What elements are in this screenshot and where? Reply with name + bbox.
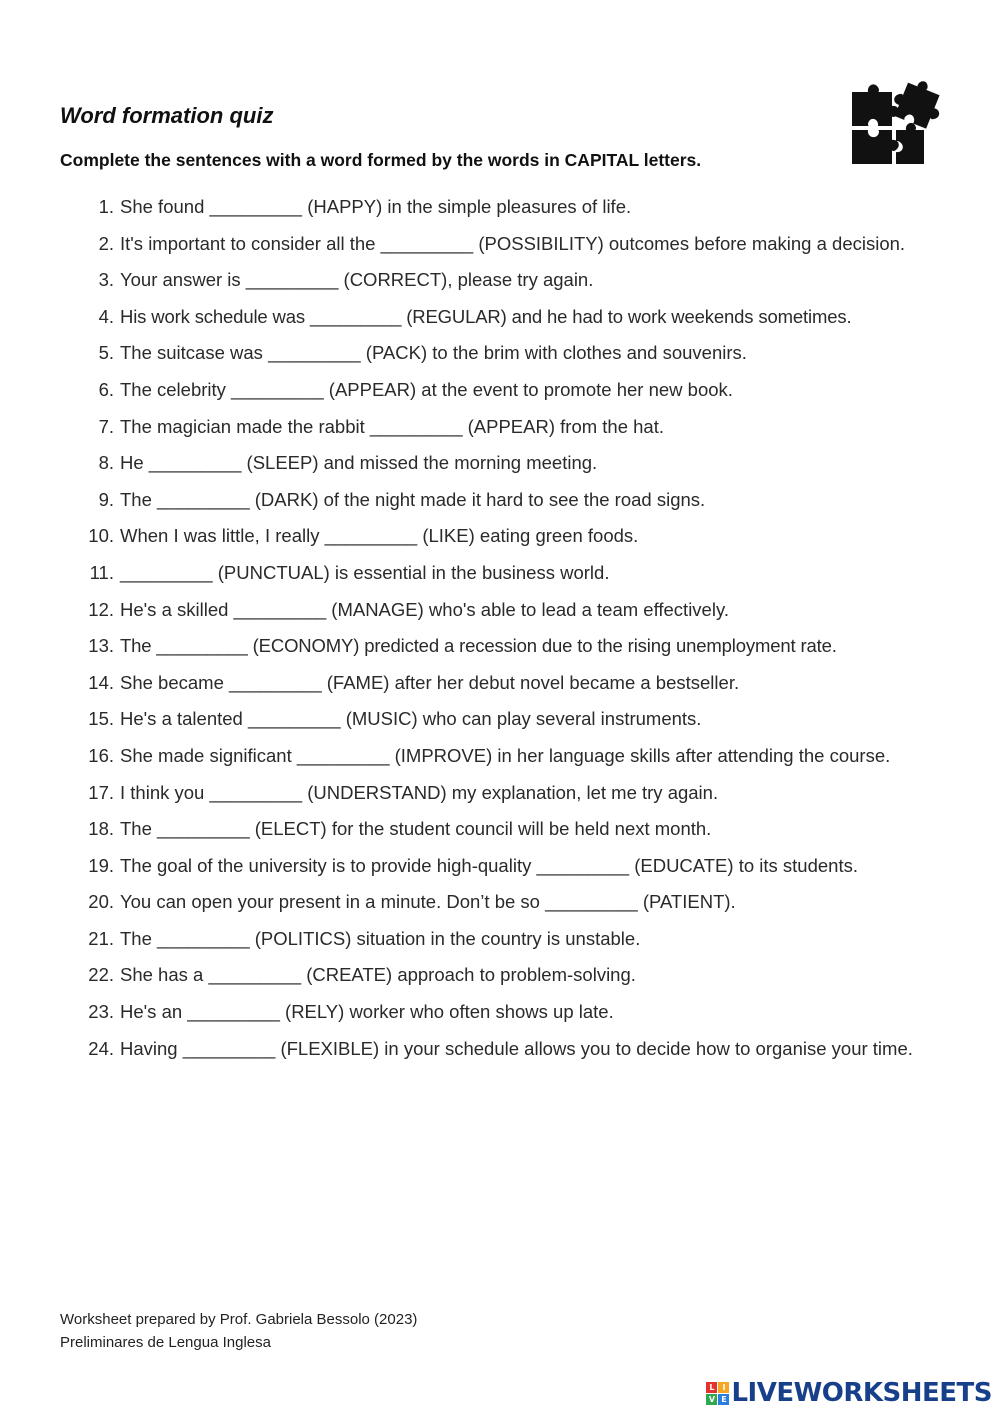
question-item xyxy=(0,848,1000,885)
question-text: The _________ (ELECT) for the student council will be held next month. xyxy=(120,818,712,840)
question-text: Having _________ (FLEXIBLE) in your schedule allows you to decide how to organise your time. xyxy=(120,1037,913,1059)
question-item xyxy=(0,335,1000,372)
question-text: He's a skilled _________ (MANAGE) who's able to lead a team effectively. xyxy=(120,598,729,620)
question-item xyxy=(0,482,1000,519)
question-text: I think you _________ (UNDERSTAND) my explanation, let me try again. xyxy=(120,781,719,803)
question-item xyxy=(0,592,1000,629)
brand-mark-letter: I xyxy=(718,1382,729,1393)
question-text: She found _________ (HAPPY) in the simple pleasures of life. xyxy=(120,196,632,217)
page-title: Word formation quiz xyxy=(60,103,274,128)
question-number: 11. xyxy=(89,561,114,583)
question-item xyxy=(0,957,1000,994)
question-text: He _________ (SLEEP) and missed the morning meeting. xyxy=(120,452,598,474)
footer xyxy=(60,1308,417,1354)
question-text: Your answer is _________ (CORRECT), please try again. xyxy=(120,269,594,291)
question-item xyxy=(0,628,1000,665)
question-number: 8. xyxy=(98,452,114,474)
question-item xyxy=(0,1031,1000,1068)
footer-course: Preliminares de Lengua Inglesa xyxy=(60,1334,271,1351)
question-number: 13. xyxy=(88,635,114,657)
footer-credit: Worksheet prepared by Prof. Gabriela Bessolo (2023) xyxy=(60,1311,418,1328)
question-number: 16. xyxy=(88,744,114,766)
question-item xyxy=(0,262,1000,299)
question-text: The _________ (ECONOMY) predicted a recession due to the rising unemployment rate. xyxy=(120,635,837,657)
question-number: 18. xyxy=(88,818,114,840)
question-item xyxy=(0,775,1000,812)
question-item xyxy=(0,994,1000,1031)
question-number: 23. xyxy=(88,1001,114,1023)
question-text: She made significant _________ (IMPROVE) in her language skills after attending the course. xyxy=(120,744,891,766)
question-text: His work schedule was _________ (REGULAR) and he had to work weekends sometimes. xyxy=(120,305,852,327)
puzzle-icon xyxy=(848,76,942,166)
question-number: 7. xyxy=(98,415,114,437)
question-item xyxy=(0,299,1000,336)
question-item xyxy=(0,189,1000,226)
question-item xyxy=(0,372,1000,409)
question-text: When I was little, I really _________ (LIKE) eating green foods. xyxy=(120,525,639,547)
question-text: He's a talented _________ (MUSIC) who can play several instruments. xyxy=(120,708,702,730)
question-number: 20. xyxy=(88,891,114,913)
question-text: The goal of the university is to provide high-quality _________ (EDUCATE) to its students. xyxy=(120,854,858,876)
question-item xyxy=(0,884,1000,921)
question-number: 15. xyxy=(88,708,114,730)
question-text: The suitcase was _________ (PACK) to the brim with clothes and souvenirs. xyxy=(120,342,747,364)
question-number: 17. xyxy=(88,781,114,803)
question-text: The _________ (DARK) of the night made it hard to see the road signs. xyxy=(120,488,706,510)
question-number: 10. xyxy=(88,525,114,547)
question-number: 5. xyxy=(98,342,114,364)
brand-name: LIVEWORKSHEETS xyxy=(731,1378,992,1408)
question-number: 19. xyxy=(88,854,114,876)
question-text: _________ (PUNCTUAL) is essential in the business world. xyxy=(120,561,610,583)
question-number: 1. xyxy=(98,196,114,217)
brand-mark-letter: V xyxy=(706,1394,717,1405)
question-text: The magician made the rabbit _________ (APPEAR) from the hat. xyxy=(120,415,664,437)
question-item xyxy=(0,738,1000,775)
question-text: She became _________ (FAME) after her debut novel became a bestseller. xyxy=(120,671,740,693)
question-item xyxy=(0,701,1000,738)
question-text: It's important to consider all the _________ (POSSIBILITY) outcomes before making a decision. xyxy=(120,232,906,254)
question-number: 9. xyxy=(98,488,114,510)
brand-mark-icon xyxy=(706,1382,729,1405)
question-text: You can open your present in a minute. Don’t be so _________ (PATIENT). xyxy=(120,891,736,913)
instructions: Complete the sentences with a word formed by the words in CAPITAL letters. xyxy=(60,150,702,170)
question-number: 3. xyxy=(98,269,114,291)
brand-mark-letter: E xyxy=(718,1394,729,1405)
question-text: He's an _________ (RELY) worker who often shows up late. xyxy=(120,1001,614,1023)
question-number: 21. xyxy=(88,927,114,949)
question-number: 24. xyxy=(88,1037,114,1059)
question-item xyxy=(0,555,1000,592)
question-text: She has a _________ (CREATE) approach to problem-solving. xyxy=(120,964,636,986)
question-item xyxy=(0,518,1000,555)
question-list xyxy=(0,189,1000,1067)
question-item xyxy=(0,226,1000,263)
question-number: 4. xyxy=(98,305,114,327)
question-number: 22. xyxy=(88,964,114,986)
question-item xyxy=(0,445,1000,482)
question-item xyxy=(0,665,1000,702)
question-number: 2. xyxy=(98,232,114,254)
brand-logo[interactable] xyxy=(706,1378,992,1408)
question-number: 6. xyxy=(98,378,114,400)
brand-mark-letter: L xyxy=(706,1382,717,1393)
question-item xyxy=(0,811,1000,848)
question-text: The _________ (POLITICS) situation in the country is unstable. xyxy=(120,927,641,949)
question-item xyxy=(0,409,1000,446)
question-text: The celebrity _________ (APPEAR) at the event to promote her new book. xyxy=(120,378,733,400)
question-number: 12. xyxy=(88,598,114,620)
question-number: 14. xyxy=(88,671,114,693)
question-item xyxy=(0,921,1000,958)
